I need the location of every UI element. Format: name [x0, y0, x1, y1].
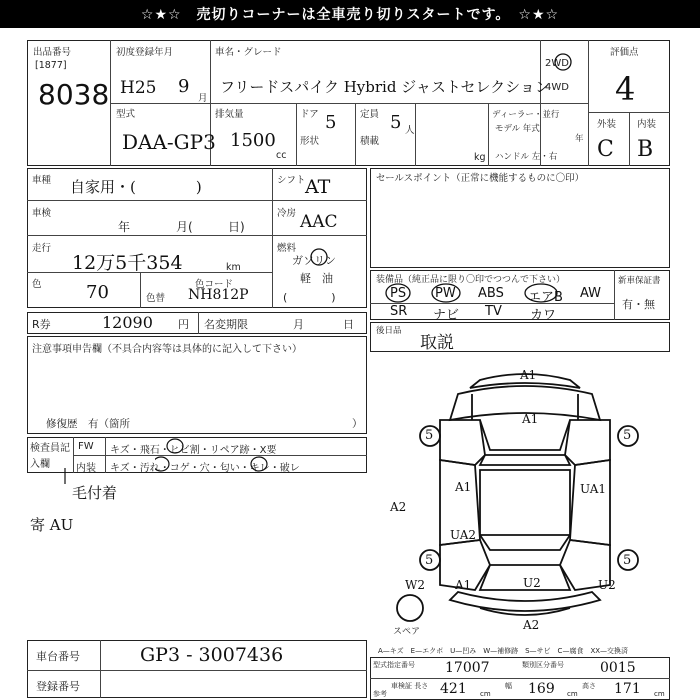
grade-label: 評価点	[610, 47, 639, 58]
grade-int-label: 内装	[637, 119, 657, 130]
grade-ext-label: 外装	[597, 119, 617, 130]
after-label: 後日品	[376, 326, 402, 336]
selling-label: セールスポイント（正常に機能するものに〇印）	[376, 173, 585, 184]
chassis-value: GP3 - 3007436	[140, 644, 284, 666]
equip-item-abs: ABS	[478, 286, 504, 301]
color-value: 70	[86, 282, 109, 303]
spec-wid-unit: cm	[567, 690, 578, 698]
spec-type-value: 17007	[445, 660, 490, 676]
fuel-gas: ガソリン	[292, 254, 336, 267]
equip-item-navi: ナビ	[433, 308, 460, 323]
hand-note-1: 毛付着	[72, 484, 118, 502]
equip-circles-icon	[380, 280, 500, 304]
spec-wid-label: 幅	[505, 682, 512, 690]
grade-score: 4	[615, 70, 636, 108]
drive-circle-icon	[553, 52, 573, 72]
model-value: DAA-GP3	[122, 130, 216, 154]
dmg-5-fl: 5	[425, 428, 434, 443]
inspector-fw-text: キズ・飛石・ヒビ割・リペア跡・X要	[110, 445, 277, 456]
dmg-5-rr: 5	[623, 553, 632, 568]
spec-hgt-label: 高さ	[582, 682, 596, 690]
cc-unit: cc	[276, 150, 287, 161]
first-reg-era: H25	[120, 78, 157, 98]
equip-item-pw: PW	[435, 286, 456, 301]
chassis-label: 車台番号	[36, 650, 80, 663]
shape-label: 形状	[300, 136, 320, 147]
recycle-value: 12090	[102, 313, 153, 332]
color-code-label: 色コード	[195, 279, 234, 290]
repair-end: ）	[352, 418, 363, 430]
spec-hgt: 171	[614, 681, 641, 697]
spec-len-unit: cm	[480, 690, 491, 698]
fuel-label: 燃料	[277, 243, 297, 254]
type-label: 車種	[32, 175, 52, 186]
inspector-interior: 内装	[76, 463, 96, 474]
dmg-w2: W2	[405, 578, 425, 592]
first-reg-month: 9	[178, 76, 190, 97]
drive-2wd: 2WD	[545, 58, 569, 69]
dmg-a2-side: A2	[390, 500, 407, 514]
dmg-u2-rear-r: U2	[598, 578, 616, 592]
recycle-unit: 円	[178, 318, 189, 331]
dmg-ua1-right: UA1	[580, 482, 607, 496]
mileage-unit: km	[226, 262, 241, 273]
model-label: 型式	[116, 109, 136, 120]
load-label: 積載	[360, 136, 380, 147]
load-unit: kg	[474, 152, 486, 163]
shift-label: シフト	[277, 175, 306, 186]
dmg-a2-bottom: A2	[523, 618, 540, 632]
capacity-value: 5	[390, 112, 402, 133]
inspect-label: 車検	[32, 208, 52, 219]
recycle-row	[27, 312, 367, 334]
dmg-a1-rear: A1	[455, 578, 472, 592]
lot-sub: [1877]	[35, 60, 67, 71]
grade-ext: C	[597, 137, 614, 162]
grade-int: B	[637, 137, 654, 162]
spare-label: スペア	[393, 627, 421, 637]
dmg-a1-top: A1	[520, 368, 537, 382]
name-label: 車名・グレード	[215, 47, 282, 58]
dmg-u2-rear-l: U2	[523, 576, 541, 590]
spec-hgt-unit: cm	[654, 690, 665, 698]
dealer-l4: ハンドル 左・右	[495, 152, 558, 162]
equip-item-ps: PS	[390, 286, 407, 301]
name-period-day: 日	[343, 318, 354, 331]
spec-class-value: 0015	[600, 660, 636, 676]
drive-4wd: 4WD	[545, 82, 569, 93]
shift-value: AT	[305, 176, 331, 198]
banner: ☆★☆ 売切りコーナーは全車売り切りスタートです。 ☆★☆	[0, 0, 700, 28]
note-pointer-icon	[60, 466, 70, 486]
inspector-circles-icon	[155, 438, 285, 472]
fuel-diesel: 軽 油	[300, 272, 333, 285]
ac-label: 冷房	[277, 208, 297, 219]
name-value: フリードスパイク Hybrid ジャストセレクション	[220, 78, 550, 96]
dealer-l3: 年	[575, 134, 584, 144]
plate-label: 登録番号	[36, 680, 80, 693]
color-code-prefix: 色替	[146, 293, 166, 304]
type-value: 自家用・( )	[70, 178, 202, 196]
equip-label: 装備品（純正品に限り〇印でつつんで下さい）	[376, 275, 566, 285]
equip-item-airbag: エアB	[528, 290, 563, 305]
damage-legend: A—キズ E—エクボ U—凹み W—補修跡 S—サビ C—腐食 XX—交換済	[378, 647, 629, 655]
recycle-label: R券	[32, 318, 51, 331]
equip-item-leather: カワ	[530, 308, 557, 323]
dmg-a1-left: A1	[455, 480, 472, 494]
warranty-value: 有・無	[622, 298, 655, 311]
spec-ref-label: 参考	[373, 690, 387, 698]
doors-label: ドア	[300, 109, 319, 120]
first-reg-label: 初度登録年月	[116, 47, 174, 58]
mileage-value: 12万5千354	[72, 252, 183, 274]
mileage-label: 走行	[32, 243, 52, 254]
hand-note-2: 寄 AU	[30, 516, 74, 534]
color-code: NH812P	[188, 287, 249, 303]
color-label: 色	[32, 279, 42, 290]
doors-value: 5	[325, 112, 337, 133]
after-value: 取説	[420, 333, 454, 353]
equip-item-tv: TV	[485, 304, 502, 319]
lot-number: 8038	[38, 78, 110, 111]
equip-item-sr: SR	[390, 304, 408, 319]
spec-wid: 169	[528, 681, 555, 697]
notes-label: 注意事項申告欄（不具合内容等は具体的に記入して下さい）	[32, 344, 302, 355]
inspector-int-text: キズ・汚れ・コゲ・穴・匂い・キレ・破レ	[110, 463, 300, 474]
inspector-fw: FW	[78, 441, 94, 452]
dealer-l1: ディーラー・並行	[492, 110, 560, 120]
cc-value: 1500	[230, 130, 276, 151]
fuel-circle-icon	[308, 246, 330, 268]
after-items-section	[370, 322, 670, 352]
capacity-label: 定員	[360, 109, 380, 120]
inspector-label-1: 検査員記入欄	[30, 443, 70, 470]
capacity-unit: 人	[405, 125, 415, 136]
warranty-label: 新車保証書	[618, 276, 661, 286]
spec-type-label: 型式指定番号	[373, 661, 415, 669]
spec-class-label: 類別区分番号	[522, 661, 564, 669]
lot-label: 出品番号	[33, 47, 72, 58]
airbag-circle-icon	[522, 280, 562, 304]
ac-value: AAC	[300, 212, 338, 232]
spec-len-label: 車検証 長さ	[391, 682, 429, 690]
dmg-5-rl: 5	[425, 553, 434, 568]
first-reg-month-unit: 月	[198, 93, 208, 104]
spec-len: 421	[440, 681, 467, 697]
inspect-month: 月(	[176, 220, 193, 234]
inspect-day: 日)	[228, 220, 245, 234]
dmg-5-fr: 5	[623, 428, 632, 443]
equip-item-aw: AW	[580, 286, 602, 301]
repair-label: 修復歴 有（箇所	[46, 418, 130, 430]
fuel-other: ( )	[283, 291, 336, 304]
inspect-year: 年	[118, 220, 131, 234]
name-period-month: 月	[293, 318, 304, 331]
name-period-label: 名変期限	[204, 318, 248, 331]
cc-label: 排気量	[215, 109, 244, 120]
dealer-l2: モデル 年式	[495, 124, 540, 134]
dmg-ua2: UA2	[450, 528, 477, 542]
dmg-a1-hood: A1	[522, 412, 539, 426]
